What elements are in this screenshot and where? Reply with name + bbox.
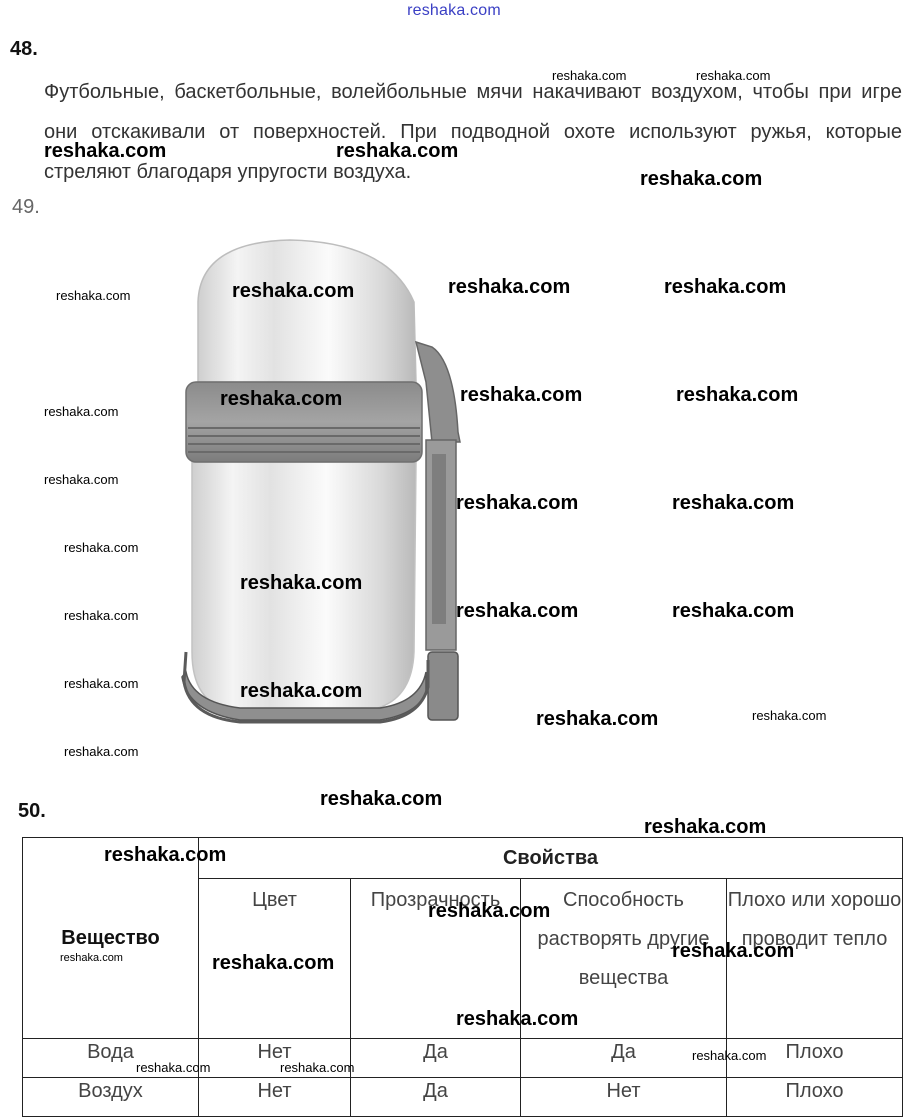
column-header: Способность растворять другие вещества xyxy=(521,879,727,1039)
watermark: reshaka.com xyxy=(696,68,771,83)
watermark: reshaka.com xyxy=(60,952,123,964)
question-48-text: Футбольные, баскетбольные, волейбольные мячи накачивают воздухом, чтобы при игре они отскакивали от поверхностей. При подводной охоте используют ружья, которые стреляют благодаря упругости воздуха. xyxy=(44,81,902,183)
table-cell: Нет xyxy=(199,1039,351,1078)
table-cell: Нет xyxy=(199,1078,351,1117)
watermark: reshaka.com xyxy=(552,68,627,83)
table-cell: Да xyxy=(521,1039,727,1078)
watermark: reshaka.com xyxy=(676,384,799,406)
watermark: reshaka.com xyxy=(64,540,139,555)
watermark: reshaka.com xyxy=(136,1060,211,1075)
watermark: reshaka.com xyxy=(672,600,795,622)
watermark: reshaka.com xyxy=(64,608,139,623)
watermark: reshaka.com xyxy=(672,492,795,514)
properties-header: Свойства xyxy=(199,838,903,879)
column-header: Прозрачность xyxy=(351,879,521,1039)
watermark: reshaka.com xyxy=(644,816,767,838)
table-cell: Вода xyxy=(23,1039,199,1078)
watermark: reshaka.com xyxy=(448,276,571,298)
watermark: reshaka.com xyxy=(536,708,659,730)
table-row xyxy=(23,1078,903,1117)
table-cell: Да xyxy=(351,1039,521,1078)
watermark: reshaka.com xyxy=(220,388,343,410)
table-cell: Воздух xyxy=(23,1078,199,1117)
substance-header: Вещество xyxy=(23,838,199,1039)
watermark: reshaka.com xyxy=(672,940,795,962)
watermark: reshaka.com xyxy=(428,900,551,922)
watermark: reshaka.com xyxy=(456,600,579,622)
table-cell: Да xyxy=(351,1078,521,1117)
column-header: Цвет xyxy=(199,879,351,1039)
question-50-number: 50. xyxy=(18,800,46,822)
watermark: reshaka.com xyxy=(460,384,583,406)
watermark: reshaka.com xyxy=(664,276,787,298)
question-48-number: 48. xyxy=(10,38,38,60)
watermark: reshaka.com xyxy=(44,404,119,419)
question-49-number: 49. xyxy=(12,196,40,218)
watermark: reshaka.com xyxy=(456,492,579,514)
properties-table xyxy=(22,837,903,1117)
site-header[interactable]: reshaka.com xyxy=(407,2,501,19)
watermark: reshaka.com xyxy=(44,472,119,487)
thermos-image xyxy=(170,232,470,732)
watermark: reshaka.com xyxy=(64,744,139,759)
watermark: reshaka.com xyxy=(752,708,827,723)
watermark: reshaka.com xyxy=(104,844,227,866)
watermark: reshaka.com xyxy=(456,1008,579,1030)
table-cell: Плохо xyxy=(727,1039,903,1078)
watermark: reshaka.com xyxy=(232,280,355,302)
watermark: reshaka.com xyxy=(56,288,131,303)
watermark: reshaka.com xyxy=(280,1060,355,1075)
watermark: reshaka.com xyxy=(212,952,335,974)
watermark: reshaka.com xyxy=(240,680,363,702)
column-header: Плохо или хорошо проводит тепло xyxy=(727,879,903,1039)
table-cell: Нет xyxy=(521,1078,727,1117)
watermark: reshaka.com xyxy=(640,168,763,190)
watermark: reshaka.com xyxy=(64,676,139,691)
watermark: reshaka.com xyxy=(240,572,363,594)
watermark: reshaka.com xyxy=(692,1048,767,1063)
watermark: reshaka.com xyxy=(336,140,459,162)
table-cell: Плохо xyxy=(727,1078,903,1117)
watermark: reshaka.com xyxy=(44,140,167,162)
watermark: reshaka.com xyxy=(320,788,443,810)
